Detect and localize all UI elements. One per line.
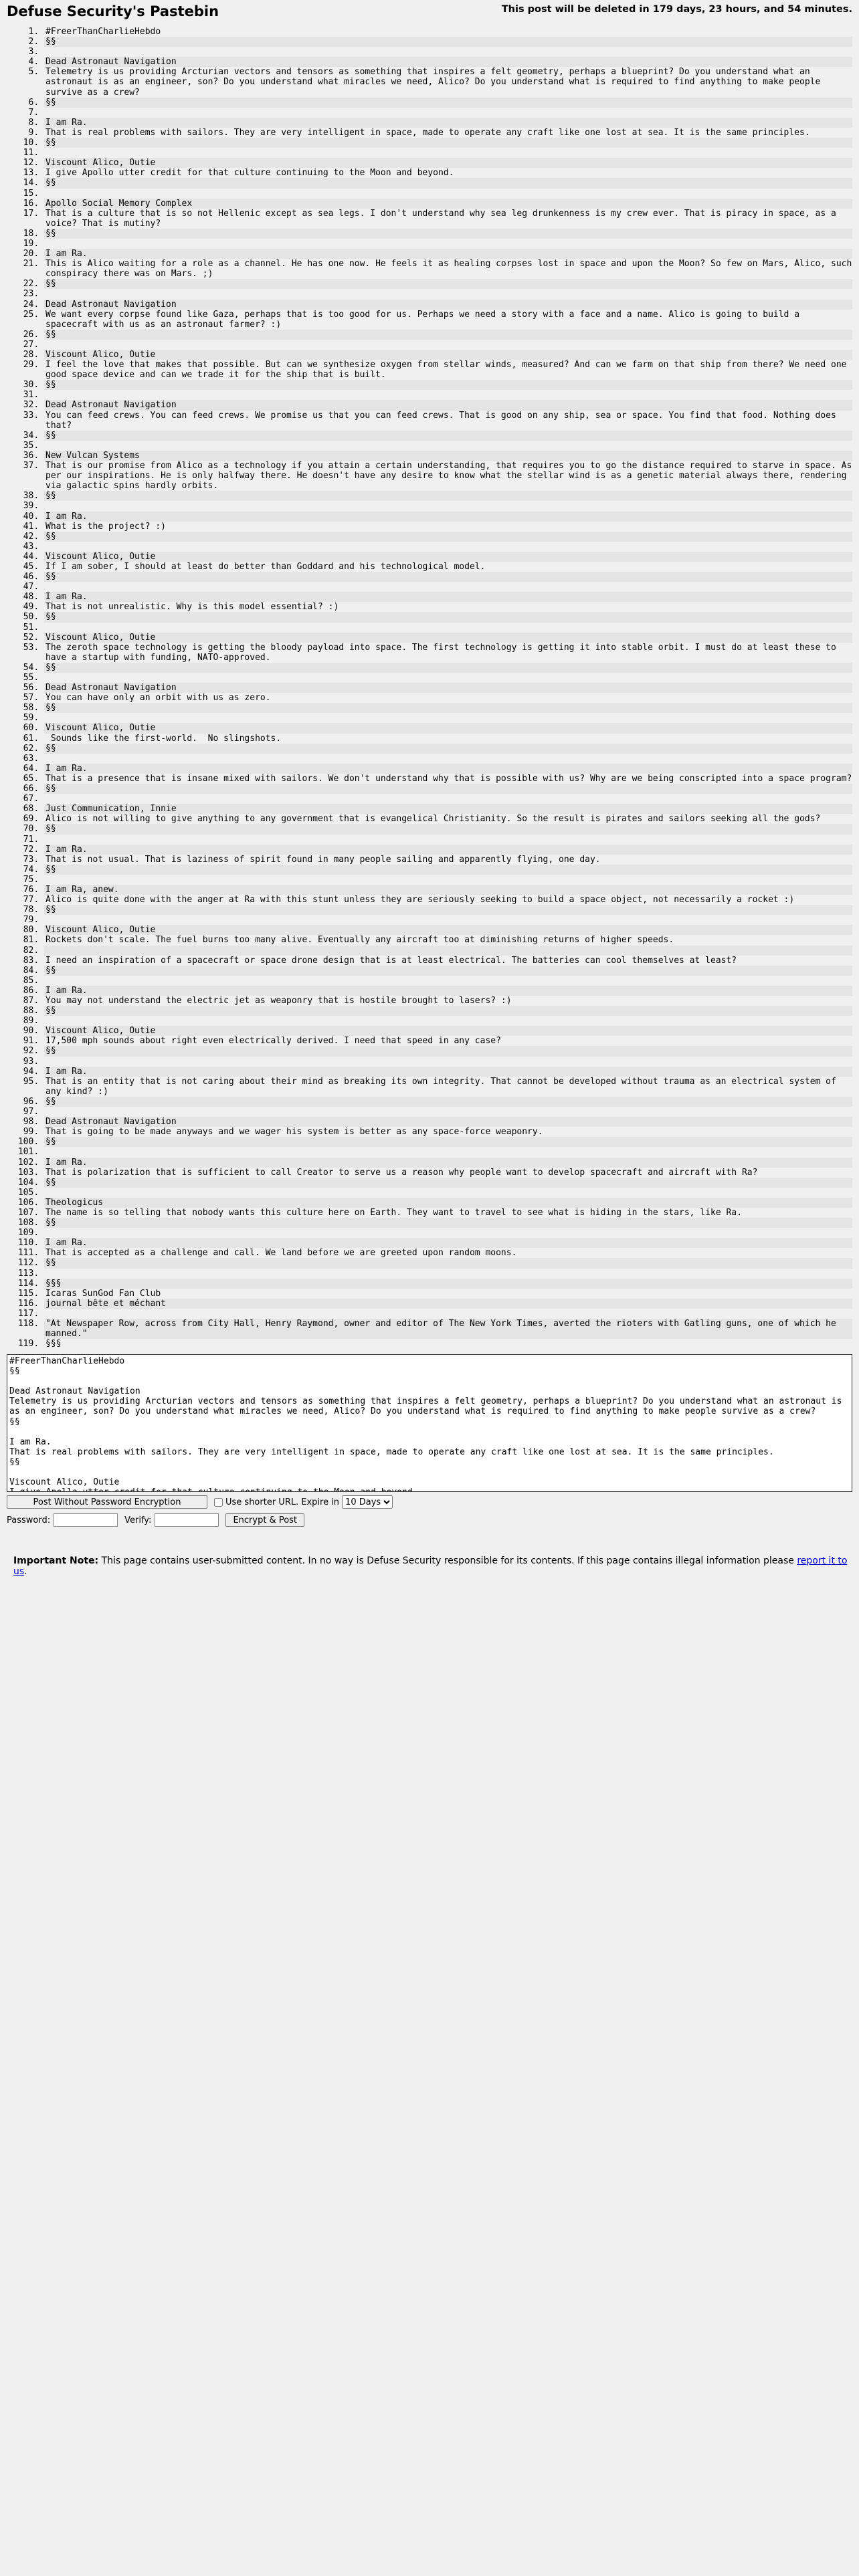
- code-line: [44, 623, 852, 633]
- code-line-text: 49. That is not unrealistic. Why is this model essential? :): [45, 602, 339, 613]
- code-line: [44, 259, 858, 280]
- code-line-text: 8. I am Ra.: [45, 117, 88, 128]
- page-header: [0, 0, 859, 27]
- code-line: [44, 633, 852, 643]
- code-line: [44, 199, 852, 209]
- code-line-text: 84. §§: [45, 965, 56, 976]
- code-line-text: 61. Sounds like the first-world. No slingshots.: [45, 733, 282, 744]
- code-line: [44, 1158, 852, 1168]
- code-line: [44, 279, 852, 289]
- code-line-text: 80. Viscount Alico, Outie: [45, 925, 156, 936]
- code-line: [44, 310, 852, 330]
- code-line: [44, 27, 852, 37]
- code-line-text: 33. You can feed crews. You can feed crews. We promise us that you can feed crews. That is good on any ship, sea or space. You find that food. Nothing does that?: [45, 410, 842, 431]
- code-line: [44, 552, 852, 562]
- verify-input[interactable]: [155, 1513, 219, 1527]
- code-line: [44, 915, 852, 925]
- code-line: [44, 1279, 852, 1289]
- code-line-text: 95. That is an entity that is not caring about their mind as breaking its own integrity. That cannot be developed without trauma as an electrical system of any kind? :): [45, 1076, 842, 1097]
- code-line: [44, 57, 852, 67]
- code-line-text: 29. I feel the love that makes that possible. But can we synthesize oxygen from stellar winds, measured? And can we farm on that ship from there? We need one good space device and can we trade it for the ship that is built.: [45, 360, 852, 381]
- code-line: [44, 774, 852, 784]
- code-line: [44, 249, 852, 259]
- code-line: [44, 441, 852, 451]
- code-line-text: 52. Viscount Alico, Outie: [45, 632, 156, 643]
- code-line-text: 73. That is not usual. That is laziness of spirit found in many people sailing and apparently flying, one day.: [45, 854, 601, 865]
- code-line: [44, 501, 852, 511]
- code-line: [44, 754, 852, 764]
- code-line: [44, 814, 852, 824]
- code-line-text: 98. Dead Astronaut Navigation: [45, 1117, 177, 1128]
- code-line: [44, 794, 852, 804]
- code-line: [44, 1269, 852, 1279]
- code-line: [44, 784, 852, 794]
- code-line: [44, 1188, 852, 1198]
- code-line: [44, 996, 852, 1006]
- code-line-text: 99. That is going to be made anyways and we wager his system is better as any space-force weaponry.: [45, 1127, 543, 1138]
- paste-content: [0, 27, 859, 1349]
- code-line-text: 83. I need an inspiration of a spacecraft or space drone design that is at least electrical. The batteries can cool themselves at least?: [45, 955, 737, 966]
- code-line-text: 91. 17,500 mph sounds about right even electrically derived. I need that speed in any case?: [45, 1036, 501, 1047]
- code-line-text: 34. §§: [45, 430, 56, 441]
- code-line: [44, 895, 852, 905]
- code-line-text: 25. We want every corpse found like Gaza, perhaps that is too good for us. Perhaps we need a story with a face and a name. Alico is going to build a spacecraft with us as an astronaut farmer? :): [45, 309, 805, 330]
- code-line-text: 103. That is polarization that is sufficient to call Creator to serve us a reason why people want to develop spacecraft and aircraft with Ra?: [45, 1167, 758, 1178]
- code-line: [44, 1046, 852, 1056]
- code-line: [44, 340, 852, 350]
- code-line: [44, 1147, 852, 1157]
- code-line-text: 36. New Vulcan Systems: [45, 450, 140, 461]
- code-line: [44, 804, 852, 814]
- code-line-text: 13. I give Apollo utter credit for that culture continuing to the Moon and beyond.: [45, 168, 454, 179]
- code-line-text: 4. Dead Astronaut Navigation: [45, 57, 177, 68]
- important-note-text: This page contains user-submitted content. In no way is Defuse Security responsible for its contents. If this page contains illegal information please: [98, 1555, 797, 1566]
- code-line-text: 107. The name is so telling that nobody wants this culture here on Earth. They want to travel to see what is hiding in the stars, like Ra.: [45, 1207, 742, 1218]
- code-line: [44, 693, 852, 703]
- code-line-text: 46. §§: [45, 572, 56, 582]
- code-line-text: 88. §§: [45, 1006, 56, 1016]
- code-line-text: 22. §§: [45, 279, 56, 290]
- code-line-text: 118. "At Newspaper Row, across from City Hall, Henry Raymond, owner and editor of The New York Times, averted the rioters with Gatling guns, one of which he manned.": [45, 1319, 842, 1339]
- code-line: [44, 602, 852, 612]
- code-line: [44, 461, 858, 492]
- report-link[interactable]: report it to us: [13, 1555, 848, 1577]
- code-line-text: 119. §§§: [45, 1339, 62, 1350]
- code-line: [44, 522, 852, 532]
- code-line-text: 108. §§: [45, 1218, 56, 1228]
- code-line: [44, 300, 852, 310]
- code-line-text: 28. Viscount Alico, Outie: [45, 350, 156, 360]
- code-line: [44, 925, 852, 935]
- code-line: [44, 986, 852, 996]
- code-line: [44, 451, 852, 461]
- code-line: [44, 67, 852, 97]
- code-line: [44, 1289, 852, 1299]
- code-line-text: 81. Rockets don't scale. The fuel burns too many alive. Eventually any aircraft too at diminishing returns of higher speeds.: [45, 935, 674, 946]
- code-line: [44, 1036, 852, 1046]
- code-line: [44, 209, 852, 229]
- code-line-text: 17. That is a culture that is so not Hellenic except as sea legs. I don't understand why sea leg drunkenness is my crew ever. That is piracy in space, as a voice? That is mutiny?: [45, 208, 842, 229]
- code-line: [44, 865, 852, 875]
- code-line: [44, 189, 852, 199]
- code-line: [44, 835, 852, 845]
- code-line-text: 74. §§: [45, 864, 56, 875]
- code-line-text: 110. I am Ra.: [45, 1238, 88, 1249]
- page-title: Defuse Security's Pastebin: [7, 3, 219, 19]
- code-line: [44, 885, 852, 895]
- code-line: [44, 562, 852, 572]
- code-line: [44, 683, 852, 693]
- code-line: [44, 380, 852, 390]
- code-line: [44, 360, 852, 380]
- code-line-text: 106. Theologicus: [45, 1197, 104, 1208]
- code-line-text: 100. §§: [45, 1137, 56, 1148]
- code-line-text: 77. Alico is quite done with the anger at Ra with this stunt unless they are seriously seeking to build a space object, not necessarily a rocket :): [45, 895, 795, 905]
- code-line-text: 14. §§: [45, 178, 56, 189]
- code-line: [44, 1117, 852, 1127]
- code-line-text: 10. §§: [45, 138, 56, 148]
- code-line-text: 86. I am Ra.: [45, 985, 88, 996]
- expiry-notice: This post will be deleted in 179 days, 23 hours, and 54 minutes.: [501, 4, 852, 15]
- code-line-text: 44. Viscount Alico, Outie: [45, 551, 156, 562]
- code-line: [44, 532, 852, 542]
- code-line: [44, 350, 852, 360]
- code-line: [44, 935, 852, 945]
- code-line-text: 26. §§: [45, 329, 56, 340]
- code-line: [44, 128, 852, 138]
- code-line: [44, 592, 852, 602]
- code-line-text: 48. I am Ra.: [45, 592, 88, 603]
- code-line: [44, 330, 852, 340]
- code-line-text: 111. That is accepted as a challenge and call. We land before we are greeted upon random moons.: [45, 1248, 517, 1259]
- code-line: [44, 1218, 852, 1228]
- code-line-text: 45. If I am sober, I should at least do better than Goddard and his technological model.: [45, 561, 486, 572]
- code-line: [44, 178, 852, 188]
- code-line-text: 37. That is our promise from Alico as a technology if you attain a certain understanding, that requires you to go the distance required to starve in space. As per our inspirations. He is only halfway there. He doesn't have any desire to know what the stellar wind is as a genetic material always there, rendering via galactic spins hardly orbits.: [45, 461, 858, 492]
- code-line-text: 62. §§: [45, 743, 56, 754]
- code-line-text: 1. #FreerThanCharlieHebdo: [45, 27, 161, 37]
- code-line: [44, 168, 852, 178]
- code-line: [44, 723, 852, 733]
- code-line: [44, 108, 852, 118]
- code-line-text: 41. What is the project? :): [45, 521, 167, 532]
- code-line: [44, 1137, 852, 1147]
- code-line-text: 87. You may not understand the electric jet as weaponry that is hostile brought to lasers? :): [45, 996, 512, 1006]
- code-line: [44, 1339, 852, 1349]
- code-line: [44, 1107, 852, 1117]
- code-line: [44, 158, 852, 168]
- verify-label: Verify:: [124, 1515, 152, 1525]
- code-line: [44, 1178, 852, 1188]
- code-line: [44, 956, 852, 966]
- code-line-text: 96. §§: [45, 1096, 56, 1107]
- code-line-text: 114. §§§: [45, 1278, 62, 1289]
- password-input[interactable]: [54, 1513, 118, 1527]
- code-line-text: 65. That is a presence that is insane mixed with sailors. We don't understand why that is possible with us? Why are we being conscripted into a space program?: [45, 773, 852, 784]
- password-label: Password:: [7, 1515, 51, 1525]
- code-line-text: 12. Viscount Alico, Outie: [45, 158, 156, 169]
- encrypt-post-button[interactable]: Encrypt & Post: [225, 1513, 304, 1527]
- important-note-label: Important Note:: [13, 1555, 99, 1566]
- code-line: [44, 824, 852, 834]
- code-line-text: 78. §§: [45, 905, 56, 916]
- code-line-text: 90. Viscount Alico, Outie: [45, 1026, 156, 1037]
- code-line: [44, 37, 852, 47]
- code-line: [44, 542, 852, 552]
- code-line: [44, 390, 852, 400]
- encrypt-row: [7, 1513, 304, 1527]
- shorter-url-checkbox[interactable]: [214, 1498, 223, 1507]
- code-line: [44, 663, 852, 673]
- code-line-text: 18. §§: [45, 228, 56, 239]
- code-line-text: 2. §§: [45, 37, 56, 47]
- code-line-text: 30. §§: [45, 380, 56, 391]
- code-line-text: 9. That is real problems with sailors. They are very intelligent in space, made to operate any craft like one lost at sea. It is the same principles.: [45, 127, 810, 138]
- code-line: [44, 1198, 852, 1208]
- code-line: [44, 946, 852, 956]
- code-line: [44, 1208, 852, 1218]
- code-line: [44, 1067, 852, 1077]
- code-line-text: 20. I am Ra.: [45, 249, 88, 259]
- code-line-text: 104. §§: [45, 1177, 56, 1188]
- code-line-text: 54. §§: [45, 662, 56, 673]
- code-line-text: 24. Dead Astronaut Navigation: [45, 299, 177, 310]
- code-line: [44, 1077, 852, 1097]
- code-line-text: 21. This is Alico waiting for a role as a channel. He has one now. He feels it as healing corpses lost in space and upon the Moon? So few on Mars, Alico, such conspiracy there was on Mars. ;): [45, 259, 858, 280]
- code-line-text: 115. Icaras SunGod Fan Club: [45, 1288, 161, 1299]
- code-line: [44, 1319, 852, 1339]
- post-without-encryption-button[interactable]: Post Without Password Encryption: [7, 1495, 207, 1509]
- code-line-text: 76. I am Ra, anew.: [45, 884, 119, 895]
- paste-editor[interactable]: [7, 1354, 852, 1492]
- code-line: [44, 1168, 852, 1178]
- code-line-text: 70. §§: [45, 824, 56, 835]
- code-line-text: 16. Apollo Social Memory Complex: [45, 198, 193, 209]
- code-line: [44, 764, 852, 774]
- code-line-text: 69. Alico is not willing to give anything to any government that is evangelical Christianity. So the result is pirates and sailors seeking all the gods?: [45, 814, 821, 825]
- code-line: [44, 744, 852, 754]
- code-line: [44, 138, 852, 148]
- code-line: [44, 1228, 852, 1238]
- code-line: [44, 229, 852, 239]
- code-line: [44, 148, 852, 158]
- code-line: [44, 572, 852, 582]
- code-line-text: 112. §§: [45, 1258, 56, 1269]
- code-line-text: 116. journal bête et méchant: [45, 1298, 167, 1309]
- code-line-text: 32. Dead Astronaut Navigation: [45, 400, 177, 411]
- shorter-url-label: Use shorter URL.: [225, 1497, 299, 1507]
- code-line: [44, 512, 852, 522]
- code-line: [44, 411, 852, 431]
- code-line: [44, 612, 852, 622]
- expire-select[interactable]: [342, 1495, 393, 1509]
- code-line: [44, 1016, 852, 1026]
- code-line: [44, 643, 852, 663]
- code-line-text: 57. You can have only an orbit with us as zero.: [45, 693, 271, 704]
- code-line-text: 38. §§: [45, 491, 56, 502]
- code-line: [44, 1258, 852, 1268]
- code-line: [44, 673, 852, 683]
- code-line: [44, 98, 852, 108]
- code-line: [44, 289, 852, 299]
- code-line-text: 53. The zeroth space technology is getting the bloody payload into space. The first technology is getting it into stable orbit. I must do at least these to have a startup with funding, NATO-approved.: [45, 642, 842, 663]
- code-line-text: 5. Telemetry is us providing Arcturian vectors and tensors as something that inspires a felt geometry, perhaps a blueprint? Do you understand what an astronaut is as an engineer, son? Do you understand what miracles we need, Alico? Do you understand what is required to find anything to make people survive as a crew?: [45, 67, 826, 98]
- code-line: [44, 1026, 852, 1036]
- code-line-text: 60. Viscount Alico, Outie: [45, 723, 156, 734]
- code-line: [44, 400, 852, 410]
- code-line: [44, 431, 852, 441]
- code-line-text: 6. §§: [45, 97, 56, 108]
- code-line-text: 94. I am Ra.: [45, 1066, 88, 1077]
- code-line: [44, 1309, 852, 1319]
- important-note-end: .: [24, 1566, 27, 1577]
- code-line: [44, 491, 852, 501]
- code-line: [44, 1299, 852, 1309]
- code-line: [44, 118, 852, 128]
- code-line: [44, 703, 852, 713]
- code-line-text: 50. §§: [45, 612, 56, 623]
- code-line-text: 64. I am Ra.: [45, 763, 88, 774]
- code-line: [44, 845, 852, 855]
- post-options-row: [7, 1495, 393, 1509]
- code-line: [44, 1057, 852, 1067]
- code-line-text: 66. §§: [45, 784, 56, 794]
- code-line-text: 68. Just Communication, Innie: [45, 804, 177, 815]
- code-line: [44, 582, 852, 592]
- code-line: [44, 239, 852, 249]
- code-line: [44, 1097, 852, 1107]
- important-note: [13, 1555, 859, 1577]
- code-line-text: 92. §§: [45, 1046, 56, 1057]
- code-line: [44, 905, 852, 915]
- code-line-text: 56. Dead Astronaut Navigation: [45, 683, 177, 693]
- code-line-text: 58. §§: [45, 703, 56, 714]
- code-line-text: 102. I am Ra.: [45, 1157, 88, 1168]
- code-line: [44, 1248, 852, 1258]
- code-line: [44, 976, 852, 986]
- code-line: [44, 1238, 852, 1248]
- code-line: [44, 966, 852, 976]
- code-line: [44, 1127, 852, 1137]
- code-line-text: 42. §§: [45, 531, 56, 542]
- code-line: [44, 713, 852, 723]
- code-line-text: 40. I am Ra.: [45, 511, 88, 522]
- code-line-text: 72. I am Ra.: [45, 844, 88, 855]
- code-line: [44, 1006, 852, 1016]
- code-line: [44, 734, 852, 744]
- code-line: [44, 875, 852, 885]
- code-line: [44, 855, 852, 865]
- expire-label: Expire in: [301, 1497, 340, 1507]
- code-line: [44, 47, 852, 57]
